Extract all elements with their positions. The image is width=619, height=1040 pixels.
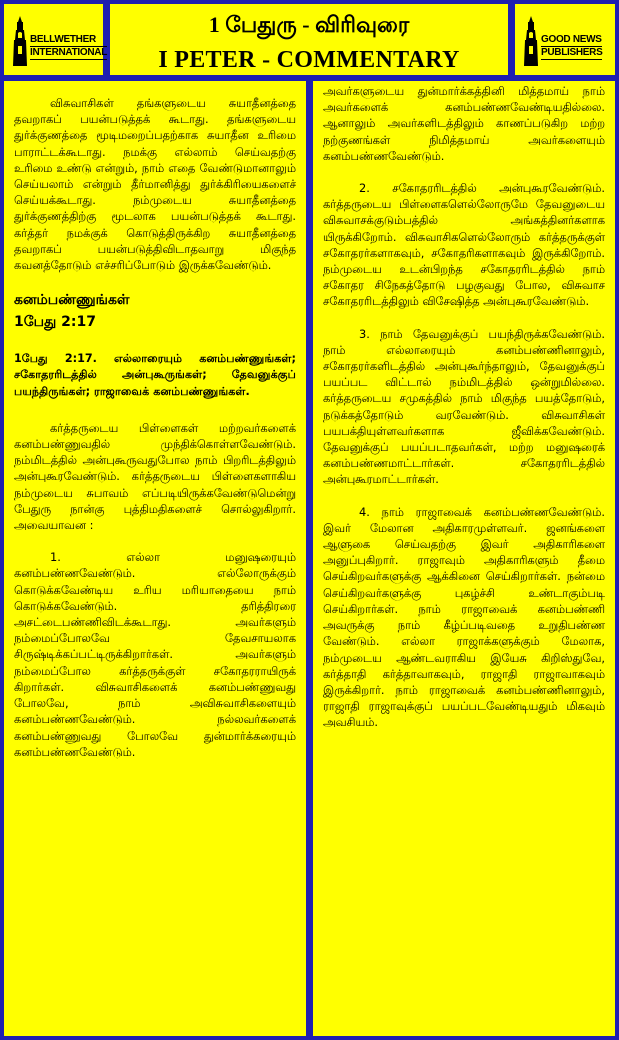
logo-line1: BELLWETHER	[30, 34, 107, 47]
verse-text: 1பேது 2:17. எல்லாரையும் கனம்பண்ணுங்கள்; சகோதரரிடத்தில் அன்புகூருங்கள்; தேவனுக்குப் பயந்திருங்கள்; ராஜாவைக் கனம்பண்ணுங்கள்.	[14, 352, 296, 398]
heading-line2: 1பேது 2:17	[14, 314, 96, 331]
header-right-logo-box	[513, 2, 617, 77]
good-news-logo	[521, 14, 611, 69]
paragraph: அவர்களுடைய துன்மார்க்கத்தினி மித்தமாய் நாம் அவர்களைக் கனம்பண்ணவேண்டியதில்லை. ஆனாலும் அவர்களிடத்திலும் காணப்படுகிற மற்ற நற்குணங்கள் நிமித்தமாய் அவர்களையும் கனம்பண்ணவேண்டும்.	[323, 84, 605, 163]
left-column	[2, 79, 308, 1038]
header-left-logo-box	[2, 2, 108, 77]
paragraph: விசுவாசிகள் தங்களுடைய சுயாதீனத்தை தவறாகப் பயன்படுத்தக் கூடாது. தங்களுடைய துர்க்குணத்தை மூடிமறைப்பதற்காக சுயாதீன உரிமை பாராட்டக்கூடாது. நமக்கு எல்லாம் செய்வதற்கு உரிமை உண்டு என்றும், நாம் எதை வேண்டுமானாலும் செய்யலாம் என்றும் தீர்மானித்து துர்க்கிரியைகளைச் செய்யக்கூடாது. நம்முடைய சுயாதீனத்தை துர்க்குணத்திற்கு மூடலாக பயன்படுத்தக் கூடாது. கர்த்தர் நமக்குக் கொடுத்திருக்கிற சுயாதீனத்தை தவறாகப் பயன்படுத்திவிடாதவாறு மிகுந்த கவனத்தோடும் எச்சரிப்போடும் இருக்கவேண்டும்.	[14, 96, 296, 273]
paragraph: கர்த்தருடைய பிள்ளைகள் மற்றவர்களைக் கனம்பண்ணுவதில் முந்திக்கொள்ளவேண்டும். நம்மிடத்தில் அன்புகூருவதுபோல நாம் பிறரிடத்திலும் அன்புகூரவேண்டும். கர்த்தருடைய பிள்ளைகளாகிய நம்முடைய சுபாவம் எப்படியிருக்கவேண்டுமென்று பேதுரு நான்கு புத்திமதிகளைச் சொல்லுகிறார். அவையாவன :	[14, 420, 296, 533]
bellwether-logo	[10, 14, 108, 69]
paragraph: 4. நாம் ராஜாவைக் கனம்பண்ணவேண்டும். இவர் மேலான அதிகாரமுள்ளவர். ஜனங்களை ஆளுகை செய்வதற்கு இவர் அதிகாரிகளை அனுப்புகிறார். ராஜாவும் அதிகாரிகளும் தீமை செய்கிறவர்களுக்கு ஆக்கினை செய்கிறார்கள். நன்மை செய்கிறவர்களுக்கு புகழ்ச்சி உண்டாகும்படி செய்கிறார்கள். நாம் ராஜாவைக் கனம்பண்ணி அவருக்கு நாம் கீழ்ப்படிவதை உறுதிபண்ண வேண்டும். எல்லா ராஜாக்களுக்கும் மேலாக, நம்முடைய ஆண்டவராகிய இயேசு கிறிஸ்துவே, கர்த்தாதி கர்த்தாவாகவும், ராஜாதி ராஜாவாகவும் இருக்கிறார். நாம் ராஜாவைக் கனம்பண்ணினாலும், ராஜாதி ராஜாவுக்குப் பயப்படவேண்டியதும் மிகவும் அவசியம்.	[323, 504, 605, 730]
paragraph: 1. எல்லா மனுஷரையும் கனம்பண்ணவேண்டும். எல்லோருக்கும் கொடுக்கவேண்டிய உரிய மரியாதையை நாம் கொடுக்கவேண்டும். தரித்திரரை அசட்டைபண்ணிவிடக்கூடாது. அவர்களும் நம்மைப்போலவே தேவசாயலாக சிருஷ்டிக்கப்பட்டிருக்கிறார்கள். அவர்களும் நம்மைப்போல கர்த்தருக்குள் சகோதரராயிருக் கிறார்கள். விசுவாசிகளைக் கனம்பண்ணுவது போலவே, நாம் அவிசுவாசிகளையும் கனம்பண்ணவேண்டும். நல்லவர்களைக் கனம்பண்ணுவது போலவே துன்மார்க்கரையும் கனம்பண்ணவேண்டும்.	[14, 550, 296, 759]
section-heading	[14, 289, 296, 333]
bell-tower-icon	[523, 16, 539, 66]
right-column	[311, 79, 617, 1038]
title-tamil: 1 பேதுரு - விரிவுரை	[208, 12, 410, 37]
logo-line2: PUBLISHERS	[541, 47, 603, 58]
bell-tower-icon	[12, 16, 28, 66]
header-title-box	[108, 2, 510, 77]
title-english: I PETER - COMMENTARY	[158, 47, 460, 73]
paragraph: 3. நாம் தேவனுக்குப் பயந்திருக்கவேண்டும். நாம் எல்லாரையும் கனம்பண்ணினாலும், சகோதரர்களிடத்தில் அன்புகூர்ந்தாலும், தேவனுக்குப் பயப்பட விட்டால் நம்மிடத்தில் ஒன்றுமில்லை. கர்த்தருடைய சமுகத்தில் நாம் மிகுந்த பயத்தோடும், நடுக்கத்தோடும் வரவேண்டும். விசுவாசிகள் பயபக்தியுள்ளவர்களாக ஜீவிக்கவேண்டும். தேவனுக்குப் பயப்படாதவர்கள், மற்ற மனுஷரைக் கனம்பண்ணமாட்டார்கள். சகோதரரிடத்தில் அன்புகூரமாட்டார்கள்.	[323, 326, 605, 487]
logo-line2: INTERNATIONAL	[30, 47, 108, 58]
paragraph: 2. சகோதரரிடத்தில் அன்புகூரவேண்டும். கர்த்தருடைய பிள்ளைகளெல்லோருமே தேவனுடைய விசுவாசக்குடும்பத்தில் அங்கத்தினர்களாக யிருக்கிறோம். விசுவாசிகளெல்லோரும் கர்த்தருக்குள் சகோதரர்களாகவும், சகோதரிகளாகவும் இருக்கிறோம். நம்முடைய உடன்பிறந்த சகோதரரிடத்தில் நாம் சகோதர சிநேகத்தோடு பழகுவது போல, விசுவாச சகோதரரிடத்திலும் விசேஷித்த அன்புகூரவேண்டும்.	[323, 181, 605, 309]
logo-line1: GOOD NEWS	[541, 34, 602, 45]
heading-line1: கனம்பண்ணுங்கள்	[14, 292, 130, 309]
